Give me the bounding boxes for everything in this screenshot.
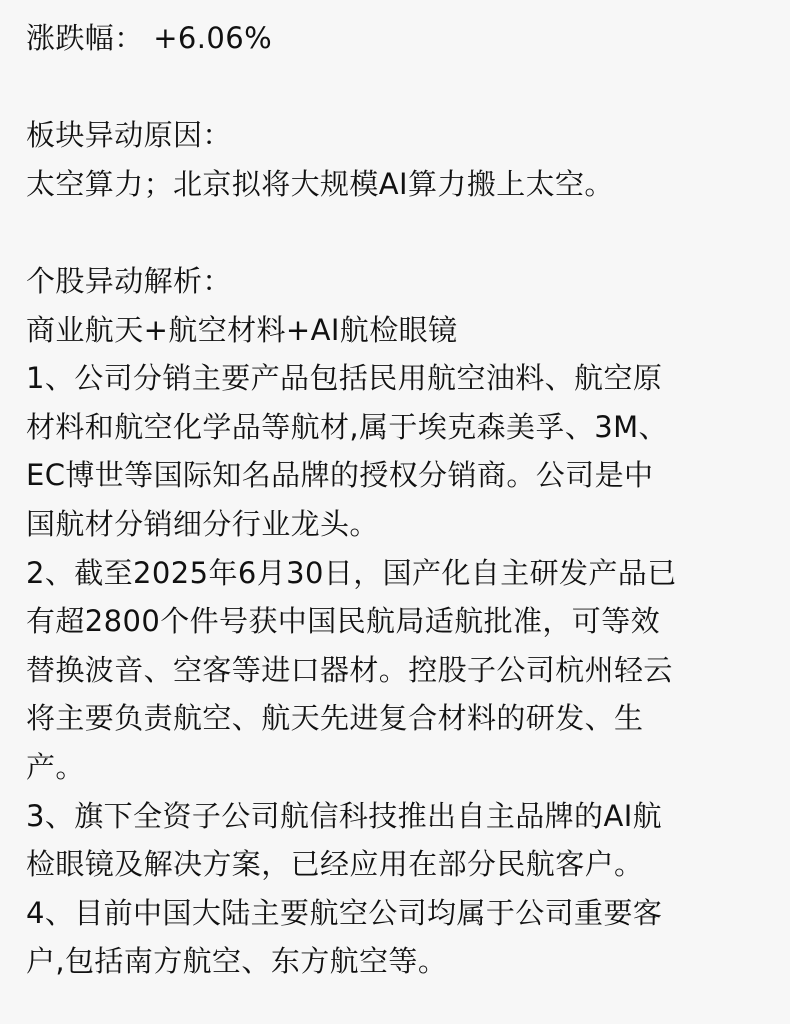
analysis-line: 2、截至2025年6月30日，国产化自主研发产品已 bbox=[26, 555, 677, 590]
analysis-line: 检眼镜及解决方案，已经应用在部分民航客户。 bbox=[26, 847, 644, 882]
spacer bbox=[26, 63, 770, 112]
price-change: 涨跌幅： +6.06% bbox=[26, 21, 273, 55]
analysis-line: 国航材分销细分行业龙头。 bbox=[26, 506, 379, 541]
analysis-line: 1、公司分销主要产品包括民用航空油料、航空原 bbox=[26, 361, 663, 396]
sector-reason-text: 太空算力；北京拟将大规模AI算力搬上太空。 bbox=[26, 166, 614, 201]
article-body bbox=[26, 14, 770, 986]
analysis-line: 替换波音、空客等进口器材。控股子公司杭州轻云 bbox=[26, 652, 673, 687]
analysis-line: 3、旗下全资子公司航信科技推出自主品牌的AI航 bbox=[26, 798, 663, 833]
analysis-line: 有超2800个件号获中国民航局适航批准，可等效 bbox=[26, 604, 661, 639]
analysis-line: 产。 bbox=[26, 749, 85, 784]
spacer bbox=[26, 208, 770, 257]
analysis-line: 4、目前中国大陆主要航空公司均属于公司重要客 bbox=[26, 895, 663, 930]
analysis-line: 材料和航空化学品等航材,属于埃克森美孚、3M、 bbox=[26, 409, 668, 444]
analysis-line: EC博世等国际知名品牌的授权分销商。公司是中 bbox=[26, 458, 654, 493]
stock-analysis-tags: 商业航天+航空材料+AI航检眼镜 bbox=[26, 312, 458, 347]
analysis-line: 户,包括南方航空、东方航空等。 bbox=[26, 944, 448, 979]
stock-analysis-heading: 个股异动解析： bbox=[26, 263, 232, 298]
sector-reason-heading: 板块异动原因： bbox=[26, 118, 232, 153]
analysis-line: 将主要负责航空、航天先进复合材料的研发、生 bbox=[26, 701, 644, 736]
